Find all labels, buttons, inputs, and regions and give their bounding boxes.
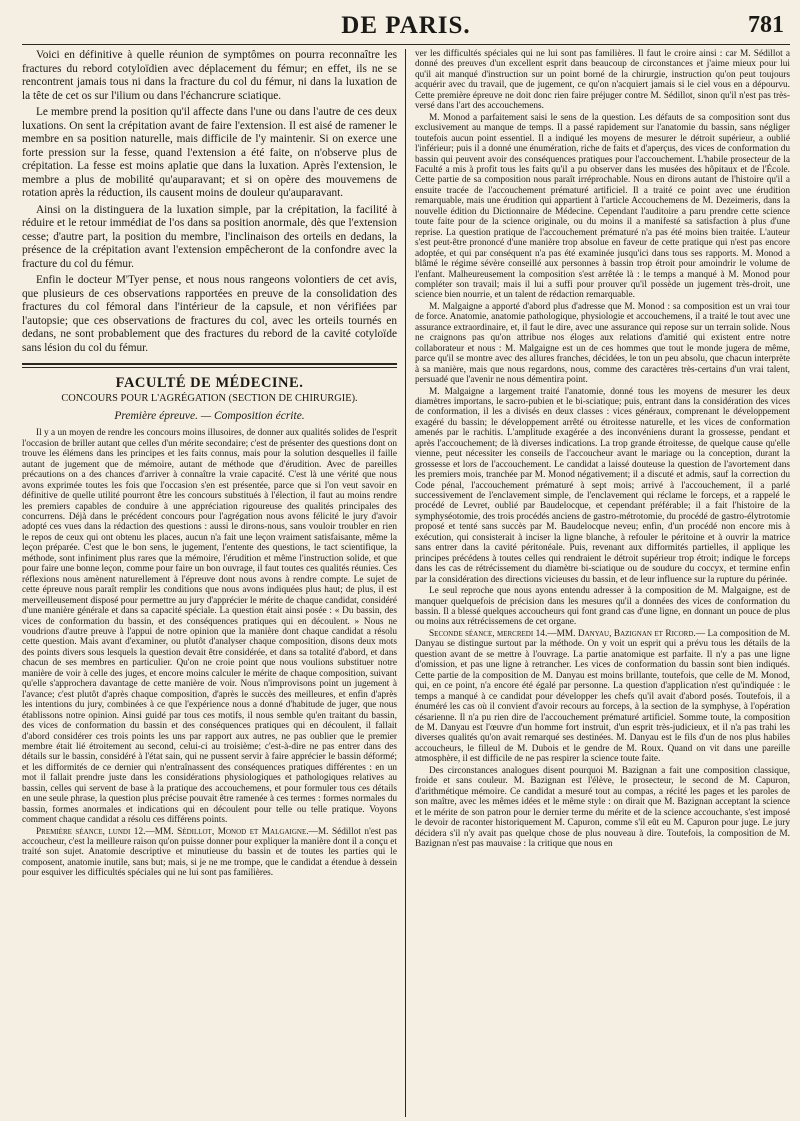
paragraph: M. Malgaigne a largement traité l'anatomie, donné tous les moyens de mesurer les deux diamètres importans, le sacro-pubien et le bi-sciatique; puis, entrant dans la considération des vices de conformation, il les a divisés en deux classes : vices généraux, comprenant le développement exagéré du bassin; le développement arrêté ou étroitesse naturelle, et les vices de conformation amenés par le rachitis. L'amplitude exagérée a des inconvéniens durant la grossesse, pendant et après l'accouchement; de là diverses indications. La trop grande étroitesse, de quelque cause qu'elle vienne, peut nécessiter les conseils de l'accoucheur avant le mariage ou la conception, durant la grossesse et lors de l'accouchement. Le candidat a laissé douteuse la question de l'avortement dans les premiers mois, tranchée par M. Monod négativement; il a discuté et admis, sauf la correction du Code pénal, l'accouchement prématuré à sept mois; arrivé à l'accouchement, il a parlé successivement de l'enclavement simple, de l'enclavement qui réclame le forceps, et a rappelé le procédé de Levret, oublié par Baudelocque, et cependant préférable; il a fait l'histoire de la symphyséotomie, des trois procédés anciens de gastro-métrotomie, du procédé de gastro-élytrotomie proposé et tenté sans succès par M. Baudelocque neveu; enfin, d'un procédé non encore mis à exécution, qui consisterait à inciser la ligne blanche, à refouler le péritoine et à ouvrir la matrice sans entrer dans la cavité péritonéale. Puis, revenant aux difformités partielles, il applique les principes précédens à toutes celles qui rendraient le détroit supérieur trop étroit; indique le forceps dans les cas de rétrécissement du diamètre bi-sciatique ou de soudure du coccyx, et termine enfin par la considération des directions vicieuses du bassin, et de leur influence sur la rupture du périnée. xyxy=(415,386,790,585)
section-divider xyxy=(22,363,397,368)
masthead: DE PARIS. xyxy=(341,12,471,39)
session-names: —MM. Sédillot, Monod et Malgaigne. xyxy=(145,826,309,837)
paragraph: ver les difficultés spéciales qui ne lui sont pas familières. Il faut le croire ainsi : car M. Sédillot a donné des preuves d'un excellent esprit dans beaucoup de circonstances et j'aime mieux pour lui qu'il ait manqué d'instruction sur un point borné de la chirurgie, instruction qu'on peut toujours acquérir avec du travail, que de jugement, ce qu'on n'acquiert jamais si le ciel vous en a dépourvu. Cette première épreuve ne doit donc rien faire préjuger contre M. Sédillot, sinon qu'il n'est pas très-versé dans l'art des accouchemens. xyxy=(415,49,790,112)
section-subsubtitle: Première épreuve. — Composition écrite. xyxy=(114,409,305,422)
paragraph: Il y a un moyen de rendre les concours moins illusoires, de donner aux qualités solides de l'esprit l'occasion de briller autant que celles d'un mérite secondaire; c'est de présenter des questions dont on trouve les élémens dans les principes et les faits connus, mais pour la solution desquelles il faille autant de jugement que de mémoire, autant de méthode que d'érudition. Avec de pareilles précautions on a des chances d'arriver à connaître la vraie capacité. C'est là une vérité que nous avons exprimée toutes les fois que l'occasion s'en est présentée, parce que si l'on veut savoir en définitive de quelle utilité pourront être les concours substitués à l'élection, il faut au moins rendre les premiers capables de conduire à une appréciation rigoureuse des qualités principales des concurrens. Déjà dans le précédent concours pour l'agrégation nous avons félicité le jury d'avoir adopté ces vues dans la rédaction des questions : aussi le dirons-nous, sans vouloir troubler en rien le repos de ceux qui ont obtenu les places, aucun n'a fait une leçon vraiment satisfaisante, même la leçon préparée. C'est que le bon sens, le jugement, l'entente des questions, le tact scientifique, la méthode, sont infiniment plus rares que la mémoire, l'érudition et même l'instruction solide, et que pour faire une bonne leçon, comme pour faire un bon ouvrage, il faut toutes ces qualités réunies. Ces réflexions nous amènent naturellement à l'épreuve dont nous avons à rendre compte. Le sujet de cette épreuve nous paraît remplir les conditions que nous avons indiquées plus haut; de plus, il est merveilleusement disposé pour permettre au jury d'apprécier le mérite de chaque candidat, considéré d'une manière générale et dans sa capacité spéciale. La question était ainsi posée : « Du bassin, des vices de conformation du bassin, et des conséquences pratiques qui en découlent. » Nous ne voudrions d'autre preuve à l'appui de notre opinion que la manière dont chaque candidat a résolu cette question. Mais avant d'examiner, ou plutôt d'analyser chaque composition, disons deux mots des points divers sous lesquels la question devait être considérée, et dans sa totalité d'abord, et dans chacun de ses membres en particulier. Qu'on ne croie point que nous voulions substituer notre manière de voir à celle des juges, et encore moins calculer le mérite de chaque composition, suivant qu'elle s'approchera davantage de cette manière de voir. Nous n'improvisons point un jugement à l'avance; c'est plutôt d'après chaque composition, d'après le succès des meilleures, et enfin d'après les intentions du jury, combinées à ce que l'expérience nous a donné d'habitude de juger, que nous établissons notre opinion. Ainsi guidé par tous ces motifs, il nous semble qu'en traitant du bassin, des vices de conformation du bassin et des conséquences pratiques qui en découlent, il fallait d'abord considérer ces trois points les uns par rapport aux autres, ne pas oublier que le premier membre était lié étroitement au second, celui-ci au troisième; c'est-à-dire ne pas entrer dans des détails sur le bassin, considéré à l'état sain, qui ne pussent servir à faire apprécier le bassin déformé; et les difformités de ce dernier qui n'entraînassent des conséquences pratiques différentes : en un mot il fallait prendre juste dans les considérations physiologiques et pathologiques relatives au bassin, celles qui servent de base à la pratique des accouchemens, et pour formuler tous ces détails en une seule phrase, la question plus précise pouvait être ramenée à ces termes : formes normales du bassin, formes anormales et indications qui en découlent pour telle ou telle pratique. Voyons comment chaque candidat a résolu ces différens points. xyxy=(22,428,397,826)
session-paragraph xyxy=(415,629,790,765)
session-paragraph xyxy=(22,827,397,879)
section-title: FACULTÉ DE MÉDECINE. xyxy=(115,375,304,391)
paragraph: Enfin le docteur M'Tyer pense, et nous nous rangeons volontiers de cet avis, que plusieurs de ces observations rapportées en preuve de la consolidation des fractures du col fémoral dans l'intérieur de la capsule, et non vérifiées par l'autopsie; que ces observations de fractures du col, avec les orteils tournés en dedans, ne sont probablement que des fractures du rebord de la cavité cotyloïde sans lésion du col du fémur. xyxy=(22,274,397,354)
paragraph: Des circonstances analogues disent pourquoi M. Bazignan a fait une composition classique, froide et sans couleur. M. Bazignan est l'élève, le prosecteur, le second de M. Capuron, d'arithmétique mémoire. Ce candidat a mesuré tout au compas, a récité les pages et les paroles de son maître, avec les mêmes idées et le même style : on dirait que M. Bazignan acceptant la science et le mérite de son patron pour le dernier terme du mérite et de la science accouchante, s'est imposé le devoir de raconter historiquement M. Capuron, comme s'il eût eu M. Capuron pour juge. Le jury décidera s'il n'y avait pas quelque chose de plus nouveau à dire. Toutefois, la composition de M. Bazignan n'est pas mauvaise : la critique que nous en xyxy=(415,765,790,849)
right-column xyxy=(413,49,790,1117)
page-header xyxy=(22,0,790,45)
paragraph: M. Monod a parfaitement saisi le sens de la question. Les défauts de sa composition sont dus exclusivement au manque de temps. Il a passé rapidement sur l'anatomie du bassin, sans négliger toutefois aucun point essentiel. Il a indiqué les moyens de mesurer le détroit supérieur, a oublié l'inférieur; puis il a donné une énumération, riche de faits et d'aperçus, des vices de conformation du bassin qui peuvent avoir des conséquences pratiques pour l'accouchement. L'habile prosecteur de la Faculté a mis à profit tous les faits qu'il a pu observer dans les musées des hôpitaux et de l'École. Cette partie de sa composition nous paraît irréprochable. Nous en dirons autant de l'histoire qu'il a ensuite tracée de l'accouchement prématuré artificiel. Il a traité ce point avec une érudition remarquable, mais une érudition qui appartient à l'article Accouchemens de M. Dezeimeris, dans la nouvelle édition du Dictionnaire de Médecine. Cependant l'auditoire a paru prendre cette science toute faite pour de la science originale, ou du moins il a manifesté sa satisfaction à plus d'une reprise. La question pratique de l'accouchement prématuré n'a pas été moins bien traitée. L'auteur s'est peut-être prononcé d'une manière trop absolue en faveur de cette pratique qui n'est pas encore adoptée, et qui par conséquent n'a pas été examinée jusqu'ici dans tous ses rapports. M. Monod a blâmé le régime sévère conseillé aux personnes à bassin trop étroit pour amoindrir le volume de l'enfant. Malheureusement la composition s'est arrêtée là : le temps a manqué à M. Monod pour compléter son travail; mais il lui a suffi pour prouver qu'il possède un jugement très-droit, une science bien nourrie, et un talent de rédaction remarquable. xyxy=(415,112,790,301)
session-text: —M. Sédillot n'est pas accoucheur, c'est la meilleure raison qu'on puisse donner pour expliquer la manière dont il a conçu et traité son sujet. Anatomie descriptive et minutieuse du bassin et de toutes les parties qui le composent, anatomie inutile, sans but; mais, si je ne me trompe, que le candidat a étendue à dessein pour esquiver les difficultés spéciales qui ne lui sont pas familières. xyxy=(22,826,397,879)
session-text: — La composition de M. Danyau se distingue surtout par la méthode. On y voit un esprit qui a prévu tous les détails de la question avant de se mettre à l'ouvrage. La partie anatomique est parfaite. Il n'y a pas une ligne d'omission, et pas une ligne à retrancher. Les vices de conformation du bassin sont bien indiqués. Cette partie de la composition de M. Danyau est moins brillante, toutefois, que celle de M. Monod, qui, en ce point, n'a encore été égalé par personne. La question d'application n'est qu'indiquée : le temps a manqué à ce candidat pour développer les chefs qu'il avait d'abord posés. Toutefois, il a énuméré les cas où il convient d'avoir recours au forceps, à la section de la symphyse, à l'opération césarienne. Il n'a pu rien dire de l'accouchement prématuré artificiel. Somme toute, la composition de M. Danyau est l'œuvre d'un homme fort instruit, d'un esprit très-judicieux, et il n'a pas trahi les diverses qualités qu'on avait remarqué ses destinées. M. Danyau est le fils d'un de nos plus habiles accoucheurs, le filleul de M. Dubois et le gendre de M. Roux. Quand on vit dans une pareille atmosphère, il est difficile de ne pas respirer la science toute faite. xyxy=(415,628,790,765)
paragraph: Voici en définitive à quelle réunion de symptômes on pourra reconnaître les fractures du rebord cotyloïdien avec déplacement du fémur; en effet, ils ne se rencontrent jamais tous ni dans la fracture du col du fémur, ni dans la luxation de la tête de cet os sur l'ilium ou dans l'échancrure sciatique. xyxy=(22,49,397,102)
page-number: 781 xyxy=(748,12,784,38)
left-column xyxy=(22,49,406,1117)
session-label: Seconde séance, mercredi 14. xyxy=(429,628,548,639)
section-subtitle: CONCOURS POUR L'AGRÉGATION (SECTION DE CHIRURGIE). xyxy=(61,393,358,405)
paragraph: Ainsi on la distinguera de la luxation simple, par la crépitation, la facilité à réduire et le retour immédiat de l'os dans sa position anormale, dès que l'extension cesse; d'autre part, la position du membre, l'inclinaison des orteils en dedans, la présence de la crépitation avant l'extension empêcheront de la confondre avec la fracture du col du fémur. xyxy=(22,203,397,270)
session-label: Première séance, lundi 12. xyxy=(36,826,146,837)
paragraph: Le membre prend la position qu'il affecte dans l'une ou dans l'autre de ces deux luxations. On sent la crépitation avant de faire l'extension. Il est aisé de ramener le membre en sa position naturelle, mais difficile de l'y maintenir. Si on exerce une forte pression sur la fesse, quand l'extension a été faite, on n'observe plus de crépitation. La fesse est moins aplatie que dans la luxation. Après l'extension, le membre a plus de mobilité qu'auparavant; et si on opère des mouvemens de rotation après la réduction, ils causent moins de douleur qu'auparavant. xyxy=(22,106,397,199)
paragraph: M. Malgaigne a apporté d'abord plus d'adresse que M. Monod : sa composition est un vrai tour de force. Anatomie, anatomie pathologique, physiologie et accouchemens, il a traité le tout avec une assurance extraordinaire, et, il faut le dire, avec une assurance qui repose sur un terrain solide. Nous ne craignons pas qu'on attribue nos éloges aux relations d'amitié qui existent entre notre collaborateur et nous : M. Malgaigne est un de ces hommes que tout le monde jugera de même, parce qu'il se montre avec des allures franches, décidées, le ton un peu absolu, que chacun interprète à sa manière, mais que nous regardons, nous, comme des caractères très-certains d'un vrai talent, persuadé que l'avenir ne nous démentira point. xyxy=(415,301,790,386)
intro-article xyxy=(22,49,397,355)
session-names: —MM. Danyau, Bazignan et Ricord. xyxy=(547,628,696,639)
columns xyxy=(22,49,790,1117)
paragraph: Le seul reproche que nous ayons entendu adresser à la composition de M. Malgaigne, est de manquer quelquefois de précision dans les mesures qu'il a données des vices de conformation du bassin. Il a blessé quelques accoucheurs qui font grand cas d'une ligne, en donnant un pouce de plus ou moins aux rétrécissemens de cet organe. xyxy=(415,586,790,628)
